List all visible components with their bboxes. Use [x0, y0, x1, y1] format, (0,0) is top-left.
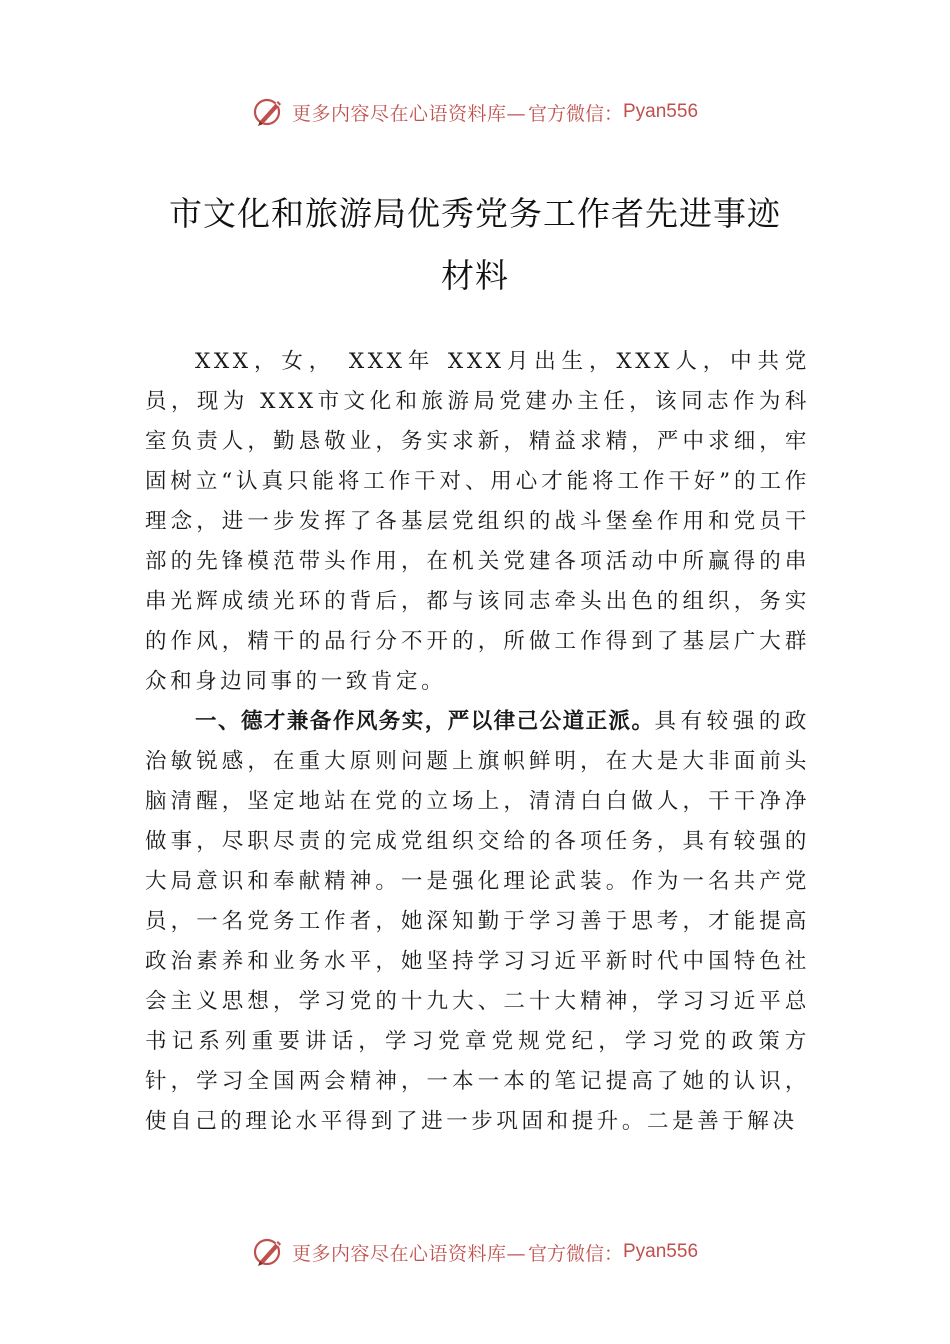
watermark-wechat-id: Pyan556 [623, 1241, 699, 1262]
watermark-text: 更多内容尽在心语资料库— [291, 102, 526, 125]
pen-logo-icon [252, 95, 286, 129]
watermark-wechat-label: 官方微信： [527, 102, 623, 125]
watermark-banner-top [0, 92, 950, 132]
document-title-line-2: 材料 [441, 256, 509, 295]
watermark-wechat-id: Pyan556 [623, 101, 699, 122]
section-1-heading: 一、德才兼备作风务实，严以律己公道正派。 [195, 709, 655, 734]
section-1-paragraph [145, 702, 810, 1142]
watermark-wechat-label: 官方微信： [527, 1242, 623, 1265]
intro-paragraph: XXX，女， XXX年 XXX月出生，XXX人，中共党员，现为 XXX市文化和旅游局党建办主任，该同志作为科室负责人，勤恳敬业，务实求新，精益求精，严中求细，牢固树立“认真只能将工作干对、用心才能将工作干好”的工作理念，进一步发挥了各基层党组织的战斗堡垒作用和党员干部的先锋模范带头作用，在机关党建各项活动中所赢得的串串光辉成绩光环的背后，都与该同志牵头出色的组织，务实的作风，精干的品行分不开的，所做工作得到了基层广大群众和身边同事的一致肯定。 [145, 349, 810, 694]
watermark-banner-bottom [0, 1232, 950, 1272]
section-1-text: 具有较强的政治敏锐感，在重大原则问题上旗帜鲜明，在大是大非面前头脑清醒，坚定地站在党的立场上，清清白白做人，干干净净做事，尽职尽责的完成党组织交给的各项任务，具有较强的大局意识和奉献精神。一是强化理论武装。作为一名共产党员，一名党务工作者，她深知勤于学习善于思考，才能提高政治素养和业务水平，她坚持学习习近平新时代中国特色社会主义思想，学习党的十九大、二十大精神，学习习近平总书记系列重要讲话，学习党章党规党纪，学习党的政策方针，学习全国两会精神，一本一本的笔记提高了她的认识，使自己的理论水平得到了进一步巩固和提升。二是善于解决 [145, 709, 810, 1134]
document-body [145, 342, 810, 1142]
pen-logo-icon [252, 1235, 286, 1269]
document-title-line-1: 市文化和旅游局优秀党务工作者先进事迹 [169, 194, 781, 233]
watermark-text: 更多内容尽在心语资料库— [291, 1242, 526, 1265]
